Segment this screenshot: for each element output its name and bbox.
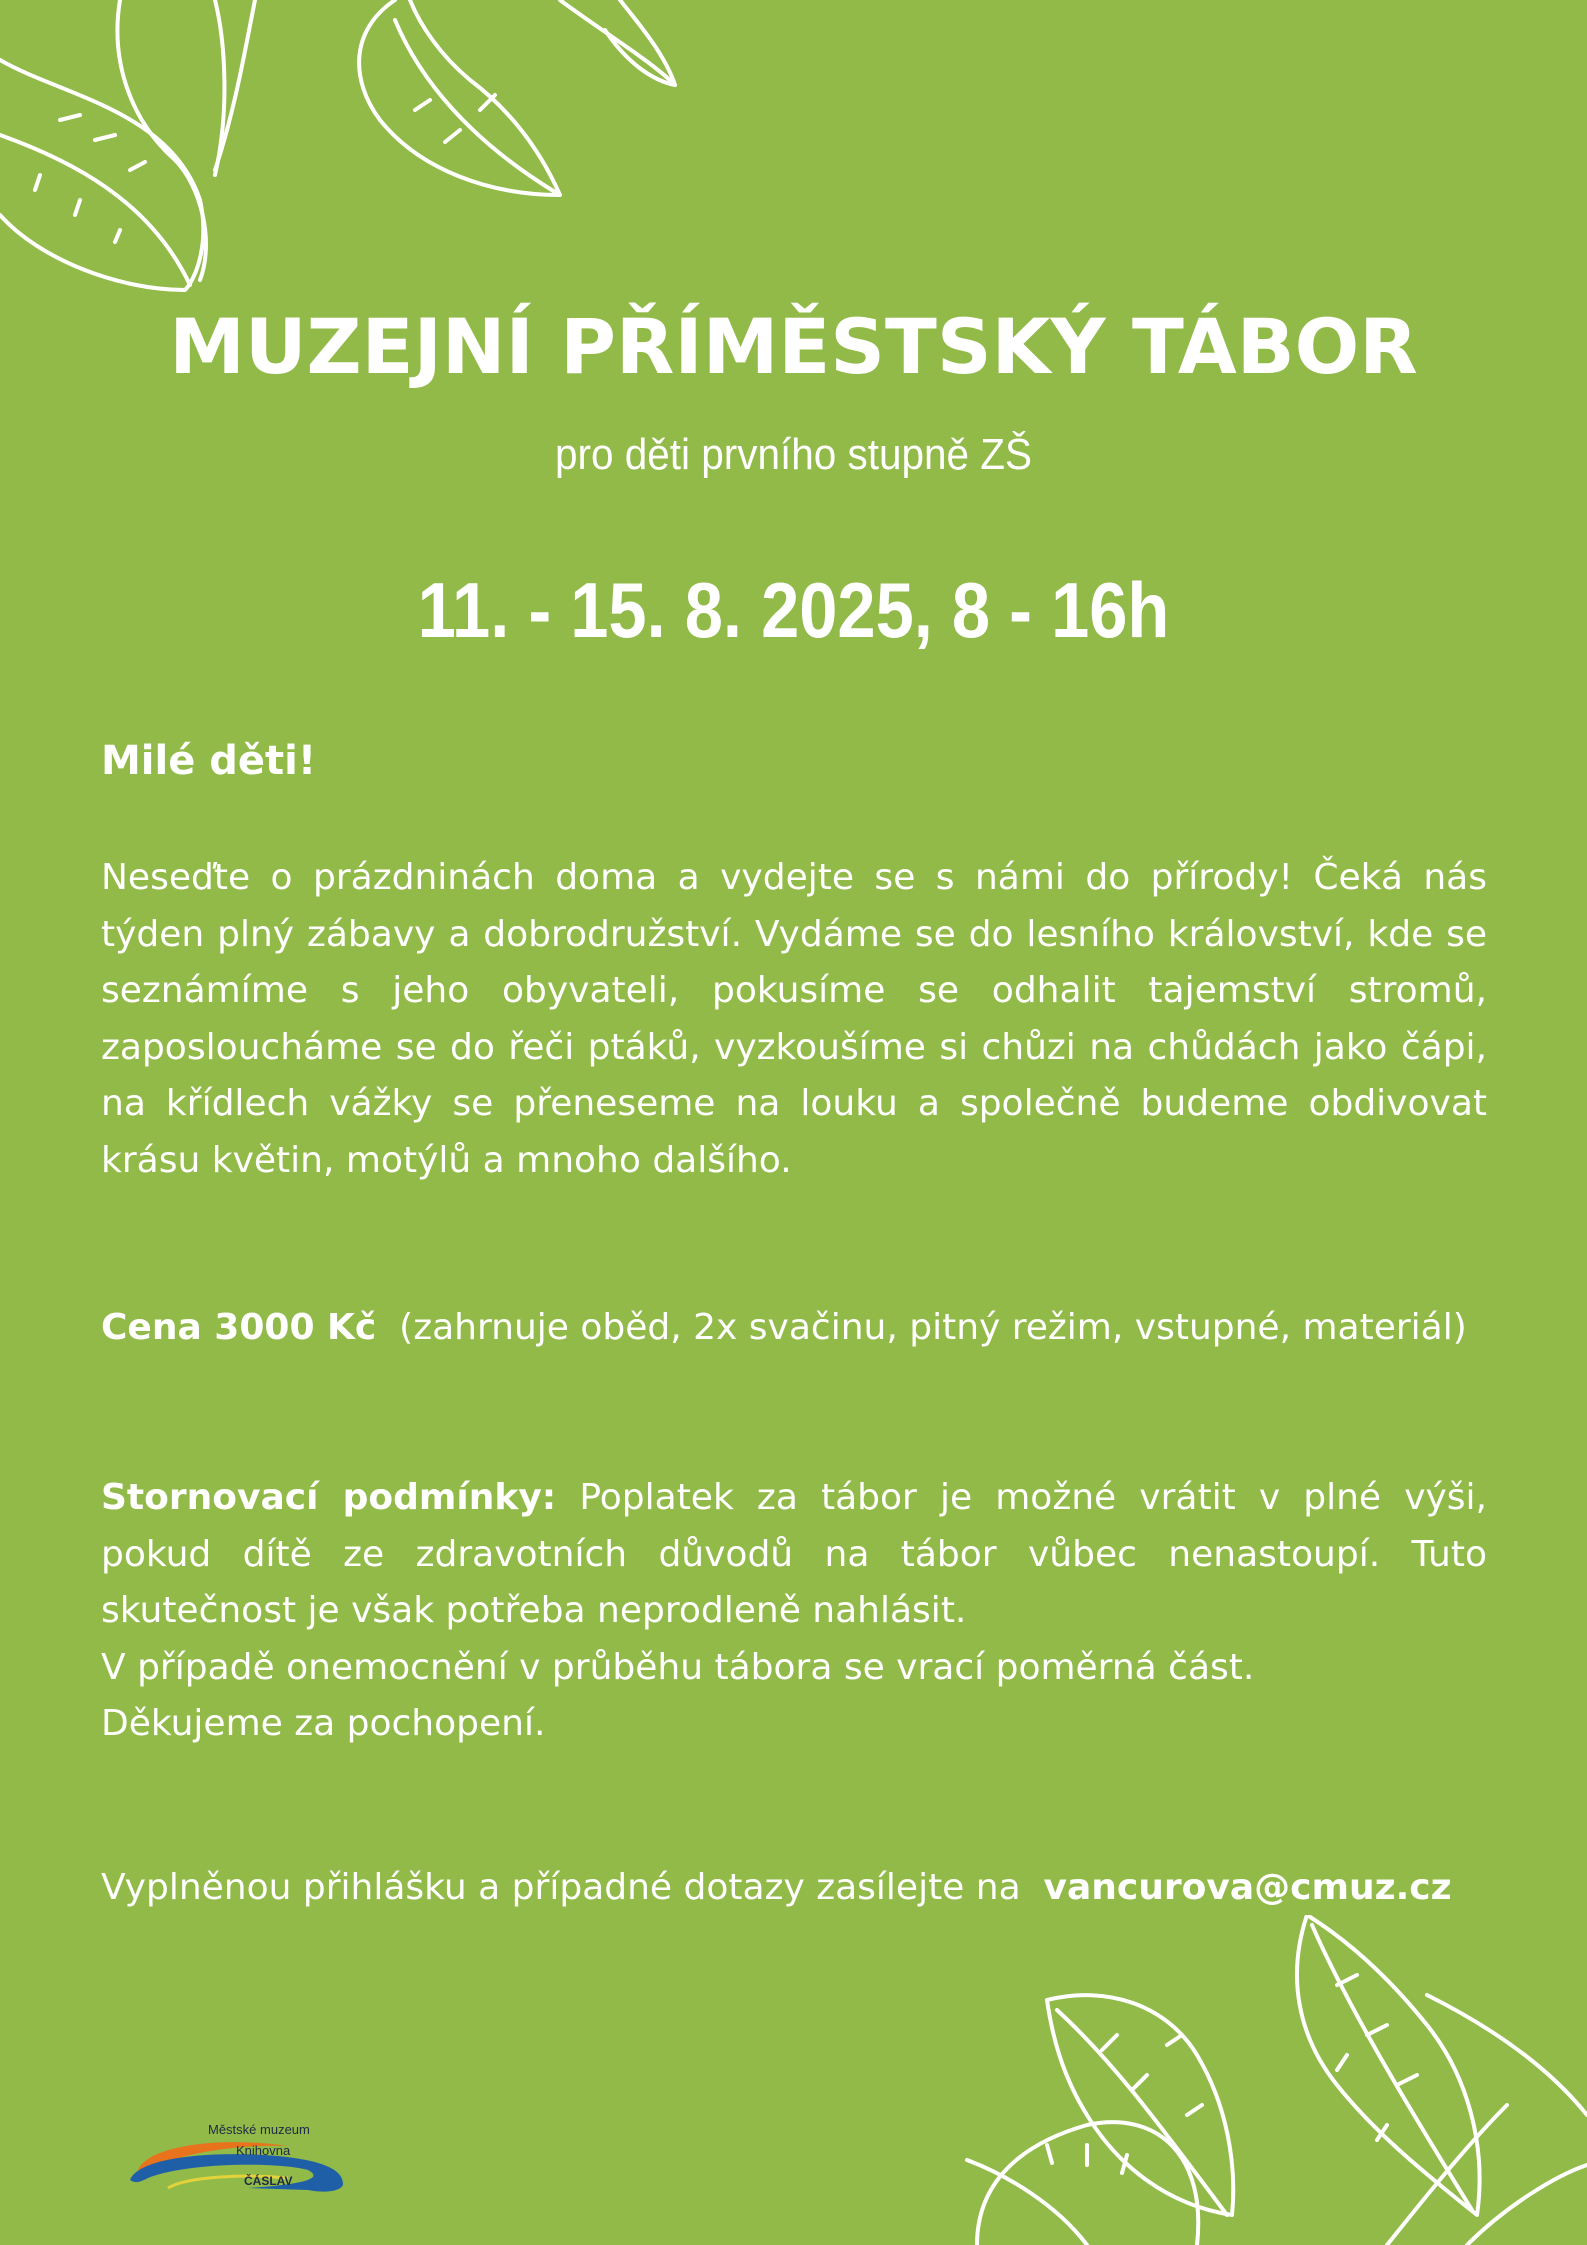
cancellation-section	[101, 1470, 1487, 1753]
page-subtitle: pro děti prvního stupně ZŠ	[554, 430, 1033, 479]
price-line	[101, 1300, 1487, 1357]
page-title: MUZEJNÍ PŘÍMĚSTSKÝ TÁBOR	[169, 302, 1418, 391]
contact-email-link[interactable]: vancurova@cmuz.cz	[1043, 1867, 1452, 1908]
price-label: Cena 3000 Kč	[101, 1307, 377, 1348]
greeting: Milé děti!	[101, 738, 317, 784]
cancellation-label: Stornovací podmínky:	[101, 1477, 557, 1518]
museum-logo	[128, 2118, 348, 2198]
leaves-bottom-decoration	[867, 1915, 1587, 2245]
leaves-top-decoration	[0, 0, 700, 300]
price-note: (zahrnuje oběd, 2x svačinu, pitný režim, vstupné, materiál)	[399, 1307, 1467, 1348]
logo-text-line2: Knihovna	[236, 2143, 291, 2158]
event-date: 11. - 15. 8. 2025, 8 - 16h	[417, 566, 1170, 654]
logo-text-line1: Městské muzeum	[208, 2122, 310, 2137]
cancellation-note: V případě onemocnění v průběhu tábora se vrací poměrná část.	[101, 1646, 1255, 1688]
application-text: Vyplněnou přihlášku a případné dotazy zasílejte na	[101, 1867, 1021, 1908]
logo-place: ČÁSLAV	[244, 2174, 293, 2188]
intro-paragraph: Neseďte o prázdninách doma a vydejte se s námi do přírody! Čeká nás týden plný zábavy a dobrodružství. Vydáme se do lesního království, kde se seznámíme s jeho obyvateli, pokusíme se odhalit tajemství stromů, zaposloucháme se do řeči ptáků, vyzkoušíme si chůzi na chůdách jako čápi, na křídlech vážky se přeneseme na louku a společně budeme obdivovat krásu květin, motýlů a mnoho dalšího.	[101, 857, 1487, 1181]
cancellation-paragraph	[101, 1470, 1487, 1640]
thanks-note: Děkujeme za pochopení.	[101, 1703, 546, 1744]
cancellation-text: Poplatek za tábor je možné vrátit v plné výši, pokud dítě ze zdravotních důvodů na tábor vůbec nenastoupí. Tuto skutečnost je však potřeba neprodleně nahlásit.	[101, 1477, 1487, 1631]
application-line	[101, 1860, 1487, 1917]
